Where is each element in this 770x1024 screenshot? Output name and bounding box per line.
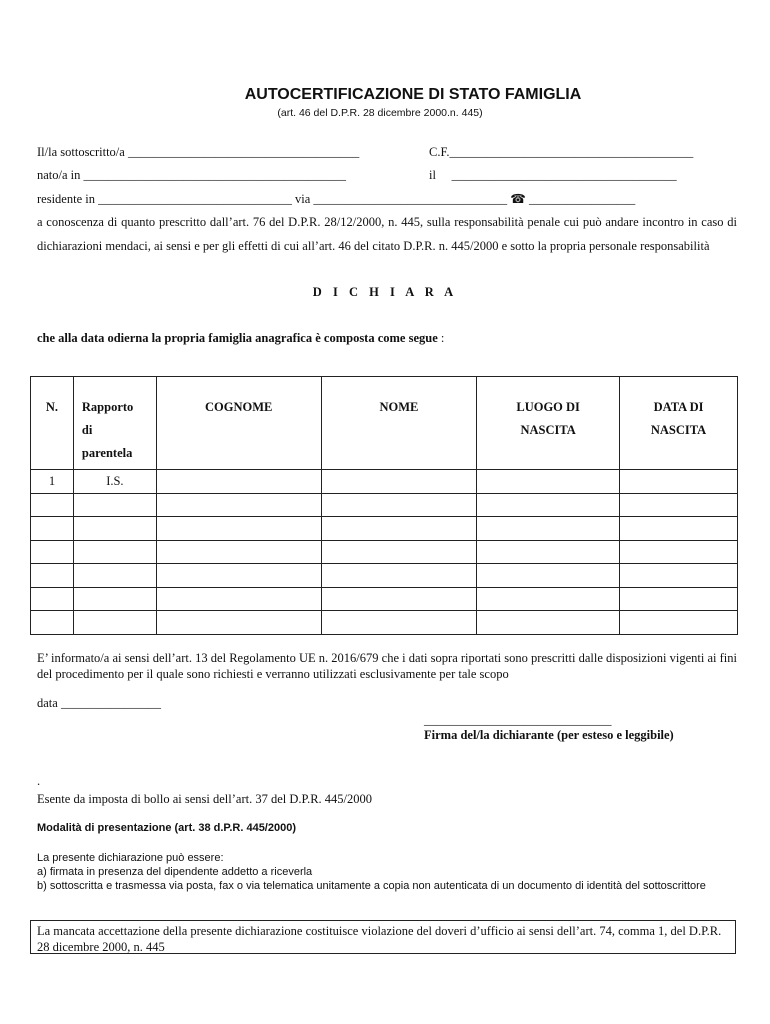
table-cell-data[interactable] [620, 493, 738, 517]
table-cell-nome[interactable] [321, 493, 477, 517]
table-cell-luogo[interactable] [477, 611, 620, 635]
privacy-paragraph: E’ informato/a ai sensi dell’art. 13 del Regolamento UE n. 2016/679 che i dati sopra riportati sono prescritti dalle disposizioni vigenti ai fini del procedimento per il quale sono richiesti e verranno utilizzati esclusivamente per tale scopo [37, 651, 737, 681]
modalita-list [37, 851, 737, 893]
table-cell-luogo[interactable] [477, 587, 620, 611]
dichiara-heading: D I C H I A R A [312, 285, 458, 299]
header-rapporto-label: Rapporto di parentela [81, 400, 134, 460]
sottoscritto-field[interactable] [37, 145, 359, 160]
table-cell-n[interactable]: 1 [31, 470, 74, 494]
table-cell-data[interactable] [620, 540, 738, 564]
table-cell-nome[interactable] [321, 517, 477, 541]
table-cell-luogo[interactable] [477, 470, 620, 494]
table-cell-cognome[interactable] [156, 587, 321, 611]
table-cell-n[interactable] [31, 564, 74, 588]
table-cell-cognome[interactable] [156, 493, 321, 517]
table-cell-n[interactable] [31, 611, 74, 635]
header-nome: NOME [321, 377, 477, 470]
data-field[interactable] [37, 696, 161, 711]
header-n: N. [31, 377, 74, 470]
table-cell-cognome[interactable] [156, 540, 321, 564]
table-cell-nome[interactable] [321, 587, 477, 611]
nato-label: nato/a in [37, 168, 81, 182]
composizione-label: che alla data odierna la propria famiglia anagrafica è composta come segue [37, 331, 438, 345]
header-luogo-label: LUOGO DI NASCITA [516, 400, 580, 437]
notice-text: La mancata accettazione della presente dichiarazione costituisce violazione del doveri d’ufficio ai sensi dell’art. 74, comma 1, del D.P.R. 28 dicembre 2000, n. 445 [37, 924, 722, 954]
phone-value[interactable]: _________________ [528, 192, 636, 206]
family-table [30, 376, 738, 635]
il-value[interactable]: ____________________________________ [451, 168, 677, 182]
esente-text: Esente da imposta di bollo ai sensi dell’art. 37 del D.P.R. 445/2000 [37, 792, 373, 806]
table-cell-cognome[interactable] [156, 517, 321, 541]
header-cognome: COGNOME [156, 377, 321, 470]
nato-field[interactable] [37, 168, 346, 183]
table-cell-nome[interactable] [321, 611, 477, 635]
table-cell-rapporto[interactable] [73, 611, 156, 635]
header-rapporto [73, 377, 156, 470]
table-cell-n[interactable] [31, 540, 74, 564]
modalita-title: Modalità di presentazione (art. 38 d.P.R. 445/2000) [37, 822, 296, 834]
table-cell-rapporto[interactable] [73, 564, 156, 588]
modalita-item-a: a) firmata in presenza del dipendente addetto a riceverla [37, 866, 313, 878]
residente-value[interactable]: _______________________________ [98, 192, 292, 206]
intro-paragraph: a conoscenza di quanto prescritto dall’art. 76 del D.P.R. 28/12/2000, n. 445, sulla responsabilità penale cui può andare incontro in caso di dichiarazioni mendaci, ai sensi e per gli effetti di cui all’art. 46 del citato D.P.R. n. 445/2000 e sotto la propria personale responsabilità [37, 215, 737, 253]
table-cell-data[interactable] [620, 587, 738, 611]
table-cell-rapporto[interactable]: I.S. [73, 470, 156, 494]
table-cell-n[interactable] [31, 587, 74, 611]
dot-marker: . [37, 774, 41, 788]
table-row [31, 470, 738, 494]
residenza-field[interactable] [37, 191, 635, 207]
table-cell-cognome[interactable] [156, 611, 321, 635]
data-nascita-field[interactable] [429, 168, 677, 183]
modalita-intro: La presente dichiarazione può essere: [37, 852, 224, 864]
nato-value[interactable]: __________________________________________ [83, 168, 347, 182]
table-cell-rapporto[interactable] [73, 517, 156, 541]
table-row [31, 493, 738, 517]
table-row [31, 564, 738, 588]
sottoscritto-label: Il/la sottoscritto/a [37, 145, 125, 159]
table-cell-data[interactable] [620, 517, 738, 541]
document-title: AUTOCERTIFICAZIONE DI STATO FAMIGLIA [244, 86, 582, 103]
table-cell-rapporto[interactable] [73, 587, 156, 611]
table-cell-n[interactable] [31, 493, 74, 517]
table-cell-cognome[interactable] [156, 564, 321, 588]
table-cell-luogo[interactable] [477, 493, 620, 517]
signature-label: Firma del/la dichiarante (per esteso e leggibile) [424, 728, 674, 742]
table-cell-luogo[interactable] [477, 564, 620, 588]
table-row [31, 517, 738, 541]
table-row [31, 540, 738, 564]
data-value[interactable]: ________________ [60, 696, 161, 710]
table-row [31, 587, 738, 611]
table-cell-nome[interactable] [321, 470, 477, 494]
table-cell-cognome[interactable] [156, 470, 321, 494]
table-cell-rapporto[interactable] [73, 493, 156, 517]
table-cell-luogo[interactable] [477, 540, 620, 564]
sottoscritto-value[interactable]: _____________________________________ [127, 145, 360, 159]
header-luogo [477, 377, 620, 470]
table-cell-data[interactable] [620, 564, 738, 588]
modalita-item-b: b) sottoscritta e trasmessa via posta, fax o via telematica unitamente a copia non autenticata di un documento di identità del sottoscrittore [37, 880, 706, 892]
table-cell-nome[interactable] [321, 540, 477, 564]
table-cell-data[interactable] [620, 470, 738, 494]
composizione-suffix: : [437, 331, 445, 345]
table-cell-rapporto[interactable] [73, 540, 156, 564]
header-data [620, 377, 738, 470]
table-cell-nome[interactable] [321, 564, 477, 588]
il-label: il [429, 168, 436, 182]
header-data-label: DATA DI NASCITA [650, 400, 707, 437]
notice-box [30, 920, 736, 954]
phone-icon: ☎ [510, 192, 526, 206]
document-subtitle: (art. 46 del D.P.R. 28 dicembre 2000.n. 445) [277, 107, 483, 119]
residente-label: residente in [37, 192, 95, 206]
table-header-row [31, 377, 738, 470]
table-cell-luogo[interactable] [477, 517, 620, 541]
via-label: via [294, 192, 311, 206]
table-row [31, 611, 738, 635]
table-cell-data[interactable] [620, 611, 738, 635]
composizione-text [37, 331, 444, 346]
cf-value[interactable]: _______________________________________ [449, 145, 694, 159]
signature-line[interactable]: ______________________________ [424, 713, 612, 727]
codice-fiscale-field[interactable] [429, 145, 693, 160]
cf-label: C.F. [429, 145, 450, 159]
via-value[interactable]: _______________________________ [313, 192, 508, 206]
data-label: data [37, 696, 58, 710]
table-cell-n[interactable] [31, 517, 74, 541]
